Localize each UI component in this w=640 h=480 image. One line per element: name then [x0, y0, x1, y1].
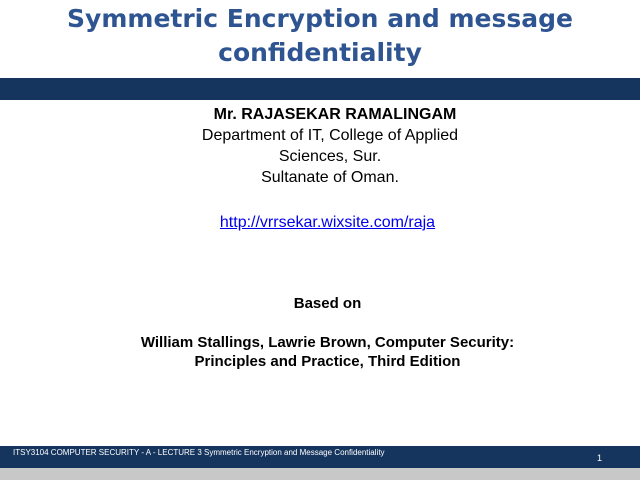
author-name: Mr. RAJASEKAR RAMALINGAM [213, 106, 457, 123]
bottom-strip [0, 468, 640, 480]
footer-bar [0, 446, 640, 468]
author-country: Sultanate of Oman. [261, 169, 399, 186]
reference-line-1: William Stallings, Lawrie Brown, Computer Security: [140, 334, 515, 351]
reference-citation [100, 333, 555, 371]
author-department: Department of IT, College of Applied [201, 127, 459, 144]
slide-title-line-1: Symmetric Encryption and message [67, 4, 573, 33]
author-block [170, 104, 490, 188]
page-number: 1 [596, 453, 602, 463]
slide-title-line-2: confidentiality [218, 38, 422, 67]
title-divider-bar [0, 78, 640, 100]
author-website-link[interactable]: http://vrrsekar.wixsite.com/raja [219, 214, 436, 231]
based-on-label: Based on [293, 295, 362, 312]
author-location: Sciences, Sur. [278, 148, 382, 165]
slide-title [40, 2, 600, 70]
reference-line-2: Principles and Practice, Third Edition [194, 353, 461, 370]
author-link-container [120, 212, 535, 233]
footer-course-text: ITSY3104 COMPUTER SECURITY - A - LECTURE 3 Symmetric Encryption and Message Confidentiality [13, 448, 385, 457]
